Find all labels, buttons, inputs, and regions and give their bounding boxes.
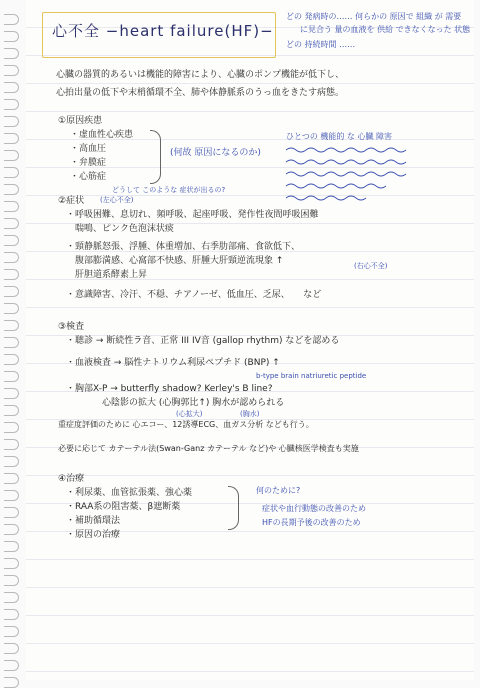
symptoms-annotation-right: (右心不全) — [354, 262, 388, 270]
binder-ring — [4, 150, 19, 161]
binder-ring — [4, 48, 19, 59]
binder-ring — [4, 524, 19, 535]
test-line: ・聴診 → 断続性ラ音、正常 III IV音 (gallop rhythm) などを認める — [66, 336, 340, 346]
test-line: 重症度評価のために 心エコー、12誘導ECG、血ガス分析 なども行う。 — [58, 420, 314, 429]
binder-ring — [4, 99, 19, 110]
binder-ring — [4, 541, 19, 552]
treatment-item: ・RAA系の阻害薬、β遮断薬 — [66, 502, 181, 512]
symptom-line: ・意識障害、冷汗、不穏、チアノーゼ、低血圧、乏尿、 など — [66, 290, 322, 300]
bnp-note: b-type brain natriuretic peptide — [256, 372, 367, 380]
symptom-line: ・呼吸困難、息切れ、頻呼吸、起座呼吸、発作性夜間呼吸困難 — [66, 210, 319, 220]
side-note-text: ひとつの 機能的 な 心臓 障害 — [286, 132, 393, 141]
binder-rings — [0, 0, 26, 680]
treatment-brace-note: 何のために? — [256, 486, 301, 495]
binder-ring — [4, 269, 19, 280]
binder-ring — [4, 677, 19, 688]
binder-ring — [4, 31, 19, 42]
cause-item: ・虚血性心疾患 — [70, 130, 134, 140]
test-line: 必要に応じて カテーテル法(Swan-Ganz カテーテル など)や 心臓核医学検査も実施 — [58, 444, 359, 453]
test-line: ・血液検査 → 脳性ナトリウム利尿ペプチド (BNP) ↑ — [66, 358, 280, 368]
binder-ring — [4, 626, 19, 637]
binder-ring — [4, 609, 19, 620]
binder-ring — [4, 558, 19, 569]
page-title: 心不全 −heart failure(HF)− — [52, 22, 274, 40]
cause-item: ・弁膜症 — [70, 158, 107, 168]
binder-ring — [4, 371, 19, 382]
binder-ring — [4, 286, 19, 297]
treatment-goal-2: HFの長期予後の改善のため — [262, 518, 361, 527]
binder-ring — [4, 660, 19, 671]
tests-heading: ③検査 — [58, 322, 85, 332]
binder-ring — [4, 507, 19, 518]
binder-ring — [4, 473, 19, 484]
binder-ring — [4, 252, 19, 263]
binder-ring — [4, 456, 19, 467]
binder-ring — [4, 65, 19, 76]
binder-ring — [4, 320, 19, 331]
binder-ring — [4, 167, 19, 178]
binder-ring — [4, 184, 19, 195]
symptom-line: 腹部膨満感、心窩部不快感、肝腫大肝頸逆流現象 ↑ — [66, 256, 284, 266]
binder-ring — [4, 218, 19, 229]
binder-ring — [4, 592, 19, 603]
binder-ring — [4, 235, 19, 246]
top-note-line3: どの 持続時間 …… — [286, 40, 356, 49]
symptom-line: 肝胆道系酵素上昇 — [66, 270, 148, 280]
binder-ring — [4, 201, 19, 212]
symptoms-heading: ②症状 — [58, 196, 85, 206]
causes-brace — [150, 130, 161, 184]
binder-ring — [4, 405, 19, 416]
binder-ring — [4, 14, 19, 25]
test-line: 心陰影の拡大 (心胸郭比↑) 胸水が認められる — [66, 398, 285, 408]
test-line: ・胸部X-P → butterfly shadow? Kerley's B line? — [66, 384, 273, 394]
xp-note-2: (胸水) — [240, 410, 260, 418]
treatment-goal-1: 症状や血行動態の改善のため — [262, 504, 366, 513]
symptom-line: ・頸静脈怒張、浮腫、体重増加、右季肋部痛、食欲低下、 — [66, 242, 301, 252]
binder-ring — [4, 303, 19, 314]
treatment-heading: ④治療 — [58, 474, 85, 484]
xp-note-1: (心拡大) — [176, 410, 203, 418]
causes-heading: ①原因疾患 — [58, 116, 103, 126]
binder-ring — [4, 388, 19, 399]
binder-ring — [4, 337, 19, 348]
symptom-line: 喘鳴、ピンク色泡沫状痰 — [66, 224, 174, 234]
binder-ring — [4, 354, 19, 365]
binder-ring — [4, 116, 19, 127]
cause-item: ・高血圧 — [70, 144, 107, 154]
treatment-item: ・利尿薬、血管拡張薬、強心薬 — [66, 488, 193, 498]
definition-line2: 心拍出量の低下や末梢循環不全、肺や体静脈系のうっ血をきたす病態。 — [56, 88, 345, 98]
treatment-brace — [228, 486, 239, 530]
binder-ring — [4, 82, 19, 93]
side-note-lines — [286, 146, 446, 206]
binder-ring — [4, 643, 19, 654]
symptoms-annotation-sub: (左心不全) — [100, 196, 134, 204]
treatment-item: ・原因の治療 — [66, 530, 121, 540]
top-note-line2: に見合う 量の血液を 供給 できなくなった 状態 — [300, 25, 471, 34]
binder-ring — [4, 439, 19, 450]
symptoms-annotation-top: どうして このような 症状が出るの? — [112, 186, 226, 194]
binder-ring — [4, 490, 19, 501]
cause-item: ・心筋症 — [70, 172, 107, 182]
binder-ring — [4, 133, 19, 144]
definition-line1: 心臓の器質的あるいは機能的障害により、心臓のポンプ機能が低下し、 — [56, 70, 345, 80]
top-note-line1: どの 発病時の…… 何らかの 原因で 組織 が 需要 — [286, 12, 462, 21]
treatment-item: ・補助循環法 — [66, 516, 121, 526]
binder-ring — [4, 422, 19, 433]
binder-ring — [4, 575, 19, 586]
causes-brace-note: (何故 原因になるのか) — [170, 148, 261, 158]
